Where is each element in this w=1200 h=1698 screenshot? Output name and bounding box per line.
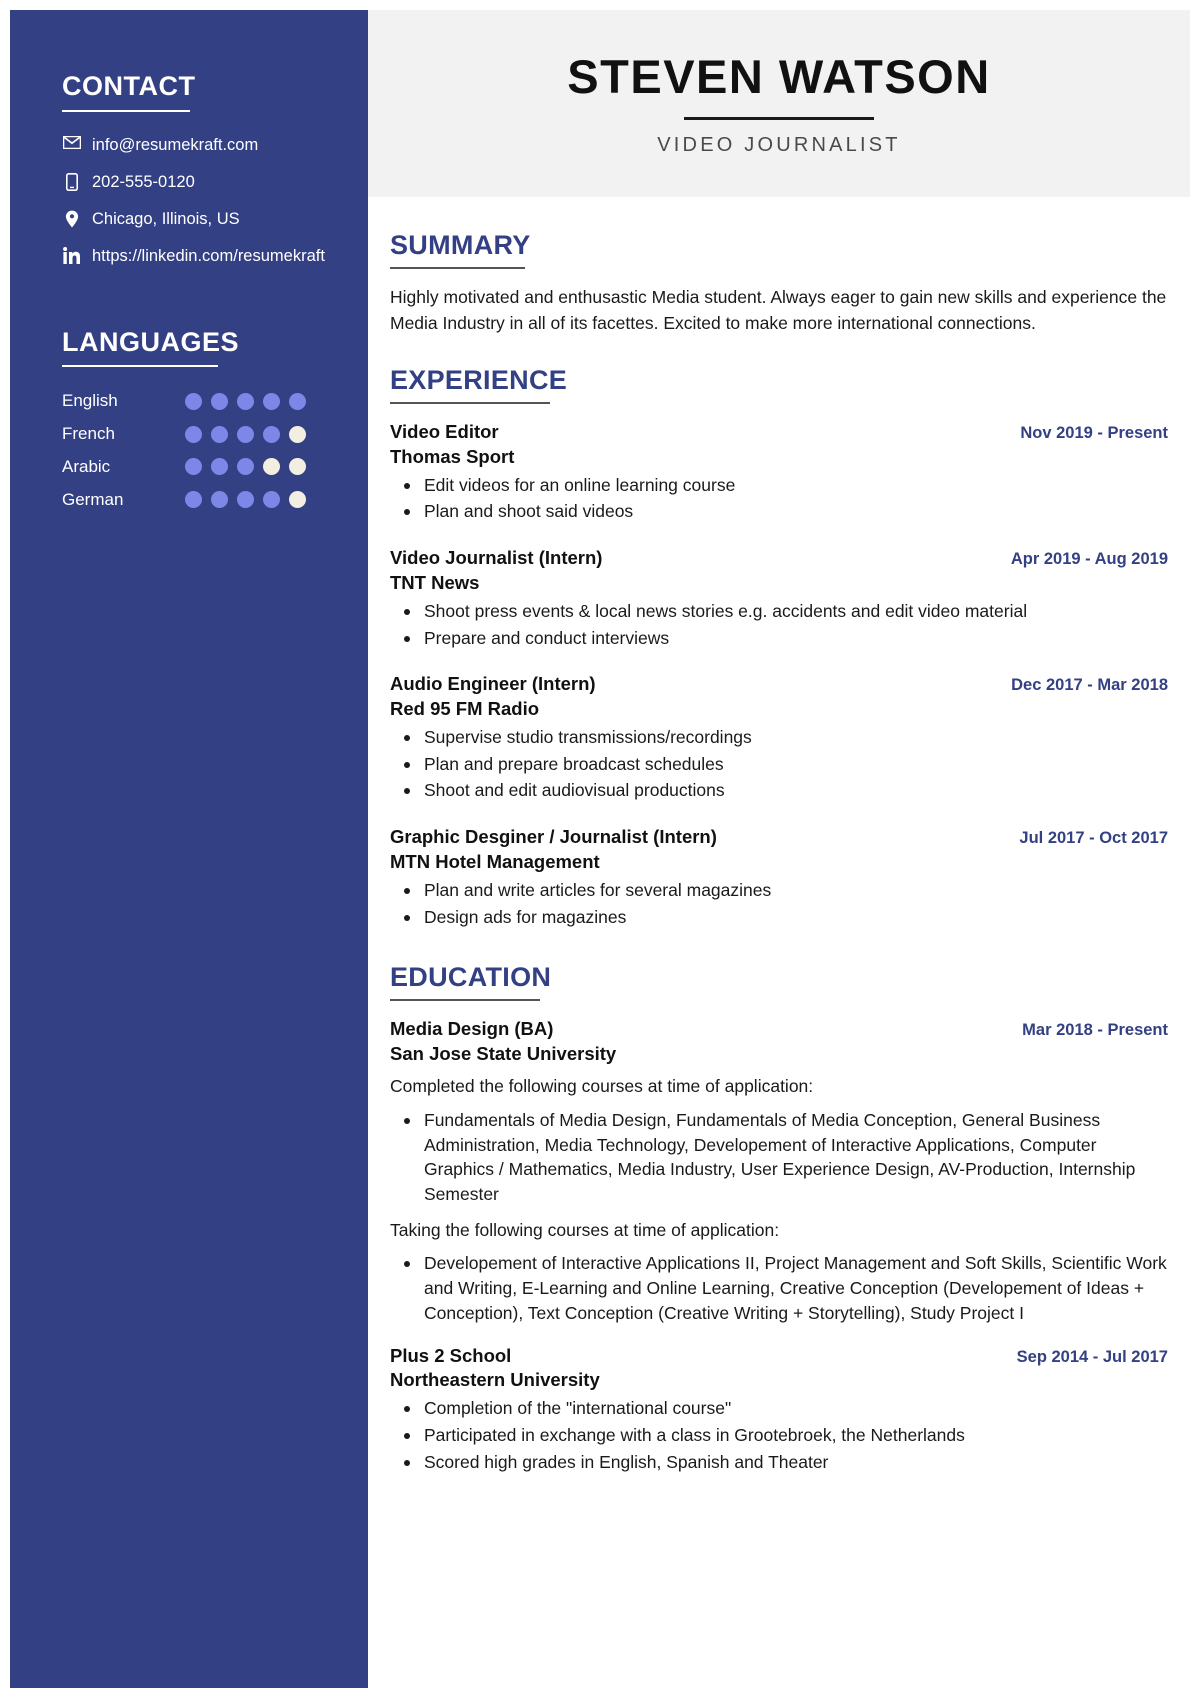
experience-entry bbox=[390, 672, 1168, 803]
experience-date: Apr 2019 - Aug 2019 bbox=[1010, 550, 1168, 569]
language-name: Arabic bbox=[62, 457, 111, 477]
experience-role: Video Editor bbox=[390, 421, 499, 443]
list-item: Shoot press events & local news stories e.g. accidents and edit video material bbox=[390, 599, 1168, 624]
languages-heading-rule bbox=[62, 365, 218, 367]
experience-org: Red 95 FM Radio bbox=[390, 697, 540, 719]
level-dot-filled bbox=[211, 458, 228, 475]
summary-heading-rule bbox=[390, 267, 525, 269]
experience-entry-head bbox=[390, 672, 1168, 696]
language-name: English bbox=[62, 391, 118, 411]
contact-phone-value: 202-555-0120 bbox=[92, 172, 195, 191]
name-header bbox=[368, 10, 1190, 197]
languages-heading: LANGUAGES bbox=[62, 326, 240, 357]
level-dot-filled bbox=[211, 426, 228, 443]
language-name: German bbox=[62, 489, 124, 509]
list-item: Scored high grades in English, Spanish and Theater bbox=[390, 1450, 1168, 1475]
language-level-dots bbox=[185, 458, 338, 475]
experience-date: Jul 2017 - Oct 2017 bbox=[1019, 829, 1168, 848]
experience-date: Nov 2019 - Present bbox=[1020, 424, 1168, 443]
experience-org: Thomas Sport bbox=[390, 445, 515, 467]
languages-list bbox=[62, 389, 338, 511]
linkedin-icon bbox=[62, 245, 81, 265]
experience-bullets bbox=[390, 473, 1168, 525]
level-dot-empty bbox=[289, 491, 306, 508]
education-entry bbox=[390, 1017, 1168, 1326]
experience-section bbox=[390, 366, 1168, 929]
education-heading: EDUCATION bbox=[390, 962, 552, 993]
language-level-dots bbox=[185, 393, 338, 410]
education-date: Mar 2018 - Present bbox=[1022, 1021, 1168, 1040]
list-item: Plan and prepare broadcast schedules bbox=[390, 752, 1168, 777]
level-dot-filled bbox=[185, 458, 202, 475]
education-school: San Jose State University bbox=[390, 1042, 617, 1064]
language-level-dots bbox=[185, 426, 338, 443]
list-item: Design ads for magazines bbox=[390, 905, 1168, 930]
job-title: VIDEO JOURNALIST bbox=[657, 134, 901, 157]
envelope-icon bbox=[62, 134, 81, 149]
level-dot-filled bbox=[237, 393, 254, 410]
content-body bbox=[368, 197, 1190, 1508]
main-content bbox=[368, 10, 1200, 1698]
experience-date: Dec 2017 - Mar 2018 bbox=[1011, 676, 1168, 695]
level-dot-filled bbox=[237, 426, 254, 443]
location-pin-icon bbox=[62, 208, 81, 228]
experience-role: Audio Engineer (Intern) bbox=[390, 673, 596, 695]
education-section bbox=[390, 963, 1168, 1474]
education-school: Northeastern University bbox=[390, 1369, 600, 1391]
list-item: Prepare and conduct interviews bbox=[390, 626, 1168, 651]
page-title: STEVEN WATSON bbox=[567, 50, 991, 103]
language-item bbox=[62, 488, 338, 512]
experience-role: Graphic Desginer / Journalist (Intern) bbox=[390, 826, 717, 848]
experience-heading: EXPERIENCE bbox=[390, 365, 568, 396]
experience-entry bbox=[390, 420, 1168, 524]
list-item: Edit videos for an online learning course bbox=[390, 473, 1168, 498]
education-entry bbox=[390, 1344, 1168, 1475]
level-dot-empty bbox=[289, 458, 306, 475]
education-degree: Plus 2 School bbox=[390, 1344, 512, 1366]
language-item bbox=[62, 389, 338, 413]
level-dot-filled bbox=[237, 491, 254, 508]
summary-text: Highly motivated and enthusastic Media student. Always eager to gain new skills and experience the Media Industry in all of its facettes. Excited to make more international connections. bbox=[390, 287, 1167, 333]
list-item: Completion of the "international course" bbox=[390, 1396, 1168, 1421]
experience-role: Video Journalist (Intern) bbox=[390, 547, 603, 569]
contact-heading-rule bbox=[62, 110, 190, 112]
list-item: Plan and write articles for several magazines bbox=[390, 878, 1168, 903]
education-bullets bbox=[390, 1396, 1168, 1475]
language-level-dots bbox=[185, 491, 338, 508]
experience-entry-head bbox=[390, 546, 1168, 570]
experience-heading-rule bbox=[390, 402, 550, 404]
level-dot-filled bbox=[185, 393, 202, 410]
language-name: French bbox=[62, 424, 115, 444]
contact-location-value: Chicago, Illinois, US bbox=[92, 210, 240, 229]
list-item: Supervise studio transmissions/recordings bbox=[390, 725, 1168, 750]
list-item: Shoot and edit audiovisual productions bbox=[390, 778, 1168, 803]
contact-email-value: info@resumekraft.com bbox=[92, 135, 259, 154]
summary-section bbox=[390, 231, 1168, 336]
level-dot-filled bbox=[185, 491, 202, 508]
level-dot-filled bbox=[211, 393, 228, 410]
education-degree: Media Design (BA) bbox=[390, 1018, 554, 1040]
education-entry-head bbox=[390, 1017, 1168, 1041]
sidebar bbox=[10, 10, 368, 1688]
summary-heading: SUMMARY bbox=[390, 230, 531, 261]
experience-entry bbox=[390, 825, 1168, 929]
language-item bbox=[62, 422, 338, 446]
education-date: Sep 2014 - Jul 2017 bbox=[1016, 1347, 1168, 1366]
level-dot-filled bbox=[211, 491, 228, 508]
experience-bullets bbox=[390, 878, 1168, 930]
contact-item-location[interactable] bbox=[62, 208, 338, 230]
contact-item-phone[interactable] bbox=[62, 171, 338, 193]
contact-item-linkedin[interactable] bbox=[62, 245, 338, 267]
level-dot-filled bbox=[237, 458, 254, 475]
education-current-courses bbox=[390, 1251, 1168, 1326]
contact-heading: CONTACT bbox=[62, 71, 196, 101]
contact-item-email[interactable] bbox=[62, 134, 338, 156]
list-item: Fundamentals of Media Design, Fundamentals of Media Conception, General Business Administration, Media Technology, Developement of Interactive Applications, Computer Graphics / Mathematics, Media Industry, User Experience Design, AV-Production, Internship Semester bbox=[390, 1108, 1168, 1207]
education-heading-rule bbox=[390, 999, 540, 1001]
list-item: Plan and shoot said videos bbox=[390, 499, 1168, 524]
phone-icon bbox=[62, 171, 81, 191]
education-note-completed: Completed the following courses at time of application: bbox=[390, 1076, 814, 1097]
experience-entry-head bbox=[390, 420, 1168, 444]
experience-org: TNT News bbox=[390, 571, 480, 593]
list-item: Participated in exchange with a class in Grootebroek, the Netherlands bbox=[390, 1423, 1168, 1448]
education-completed-courses bbox=[390, 1108, 1168, 1207]
contact-section bbox=[10, 72, 368, 268]
list-item: Developement of Interactive Applications II, Project Management and Soft Skills, Scientific Work and Writing, E-Learning and Online Learning, Creative Conception (Developement of Ideas + Conception), Text Conception (Creative Writing + Storytelling), Study Project I bbox=[390, 1251, 1168, 1326]
experience-bullets bbox=[390, 599, 1168, 651]
experience-entry-head bbox=[390, 825, 1168, 849]
education-entry-head bbox=[390, 1344, 1168, 1368]
level-dot-filled bbox=[263, 426, 280, 443]
level-dot-filled bbox=[185, 426, 202, 443]
level-dot-filled bbox=[263, 491, 280, 508]
experience-org: MTN Hotel Management bbox=[390, 850, 600, 872]
name-divider bbox=[684, 117, 874, 120]
level-dot-empty bbox=[263, 458, 280, 475]
level-dot-empty bbox=[289, 426, 306, 443]
experience-entry bbox=[390, 546, 1168, 650]
language-item bbox=[62, 455, 338, 479]
education-note-taking: Taking the following courses at time of application: bbox=[390, 1220, 780, 1241]
contact-linkedin-value: https://linkedin.com/resumekraft bbox=[92, 247, 325, 266]
experience-bullets bbox=[390, 725, 1168, 804]
level-dot-filled bbox=[263, 393, 280, 410]
level-dot-filled bbox=[289, 393, 306, 410]
languages-section bbox=[10, 328, 368, 512]
contact-list bbox=[62, 134, 338, 268]
